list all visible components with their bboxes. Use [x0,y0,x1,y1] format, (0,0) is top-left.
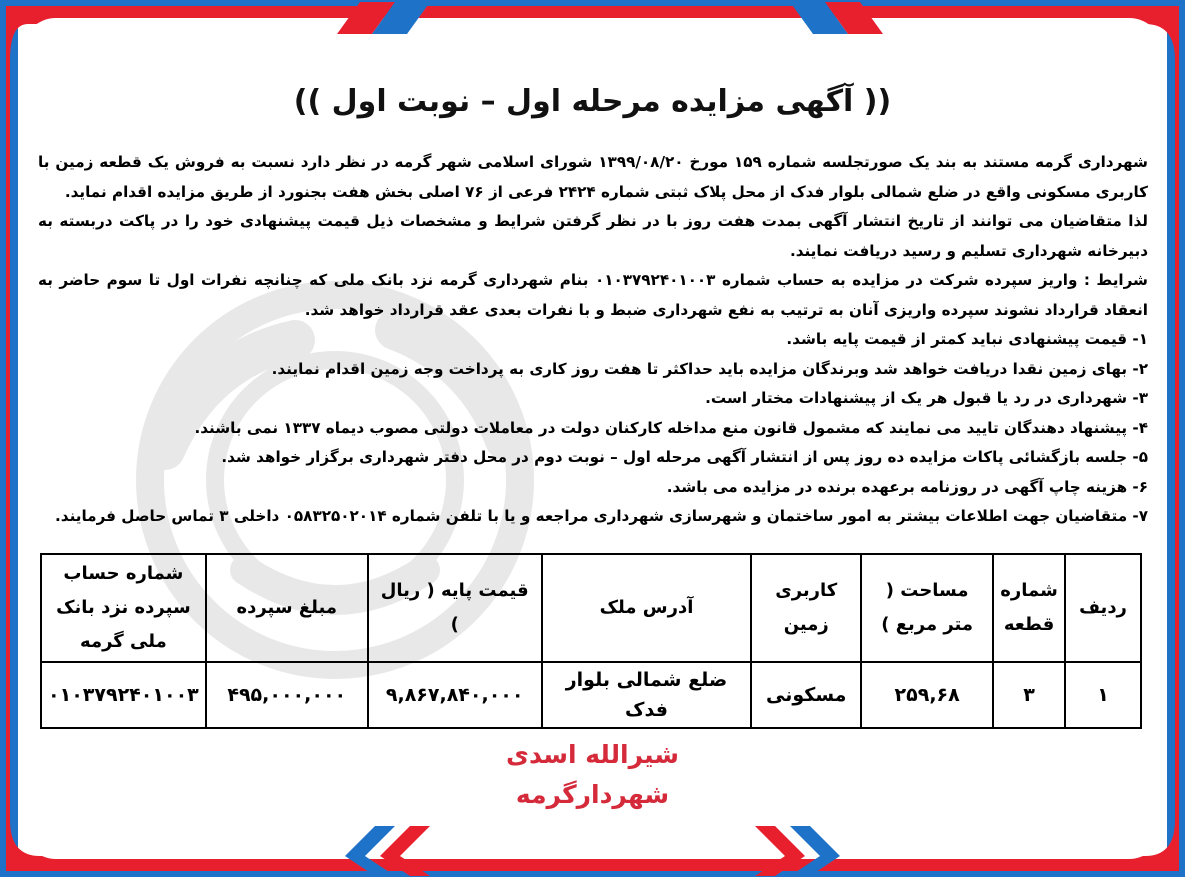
intro-paragraph: شهرداری گرمه مستند به بند یک صورتجلسه شماره ۱۵۹ مورخ ۱۳۹۹/۰۸/۲۰ شورای اسلامی شهر گرمه در نظر دارد نسبت به فروش یک قطعه زمین با کاربری مسکونی واقع در ضلع شمالی بلوار فدک از محل پلاک ثبتی شماره ۲۴۲۴ فرعی از ۷۶ اصلی بخش هفت بجنورد از طریق مزایده اقدام نماید. [38,153,1148,201]
cell-address: ضلع شمالی بلوار فدک [542,662,752,728]
cell-account-number: ۰۱۰۳۷۹۲۴۰۱۰۰۳ [41,662,206,728]
ad-title: (( آگهی مزایده مرحله اول – نوبت اول )) [293,84,892,119]
condition-item: ۱- قیمت پیشنهادی نباید کمتر از قیمت پایه باشد. [786,330,1148,348]
condition-item: ۲- بهای زمین نقدا دریافت خواهد شد وبرندگان مزایده باید حداکثر تا هفت روز کاری به پرداخت وجه زمین اقدام نمایند. [271,359,1148,378]
cell-plot-number: ۳ [993,662,1065,728]
ad-body [38,148,1148,532]
header-land-use: کاربری زمین [751,554,861,662]
header-address: آدرس ملک [542,554,752,662]
signer-name: شیرالله اسدی [506,740,679,769]
cell-land-use: مسکونی [751,662,861,728]
header-account-number: شماره حساب سپرده نزد بانک ملی گرمه [41,554,206,662]
conditions-paragraph: شرایط : واریز سپرده شرکت در مزایده به حساب شماره ۰۱۰۳۷۹۲۴۰۱۰۰۳ بنام شهرداری گرمه نزد بانک ملی که چنانچه نفرات اول تا سوم حاضر به انعقاد قرارداد نشوند سپرده واریزی آنان به ترتیب به نفع شهرداری ضبط و با نفرات بعدی عقد قرارداد خواهد شد. [38,271,1148,319]
signer-role: شهردارگرمه [515,780,670,809]
cell-deposit: ۴۹۵,۰۰۰,۰۰۰ [206,662,368,728]
cell-base-price: ۹,۸۶۷,۸۴۰,۰۰۰ [368,662,542,728]
condition-item: ۵- جلسه بازگشائی پاکات مزایده ده روز پس از انتشار آگهی مرحله اول – نوبت دوم در محل دفتر شهرداری برگزار خواهد شد. [221,448,1148,466]
signature-block [0,735,1185,815]
table-header-row [41,554,1141,662]
auction-table-wrapper [40,553,1142,724]
header-plot-number: شماره قطعه [993,554,1065,662]
header-base-price: قیمت پایه ( ریال ) [368,554,542,662]
header-deposit: مبلغ سپرده [206,554,368,662]
condition-item: ۴- پیشنهاد دهندگان تایید می نمایند که مشمول قانون منع مداخله کارکنان دولت در معاملات دولتی مصوب دیماه ۱۳۳۷ نمی باشند. [194,418,1148,437]
table-row [41,662,1141,728]
condition-item: ۳- شهرداری در رد یا قبول هر یک از پیشنهادات مختار است. [705,389,1148,407]
submission-paragraph: لذا متقاضیان می توانند از تاریخ انتشار آگهی بمدت هفت روز با در نظر گرفتن شرایط و مشخصات ذیل قیمت پیشنهادی خود را در پاکت دربسته به دبیرخانه شهرداری تسلیم و رسید دریافت نمایند. [38,212,1148,260]
header-area: مساحت ( متر مربع ) [861,554,993,662]
auction-table [40,553,1142,729]
condition-item: ۷- متقاضیان جهت اطلاعات بیشتر به امور ساختمان و شهرسازی شهرداری مراجعه و یا با تلفن شماره ۰۵۸۳۲۵۰۲۰۱۴ داخلی ۳ تماس حاصل فرمایند. [55,507,1148,525]
condition-item: ۶- هزینه چاپ آگهی در روزنامه برعهده برنده در مزایده می باشد. [666,477,1148,496]
cell-area: ۲۵۹,۶۸ [861,662,993,728]
header-row-number: ردیف [1065,554,1141,662]
cell-row-number: ۱ [1065,662,1141,728]
